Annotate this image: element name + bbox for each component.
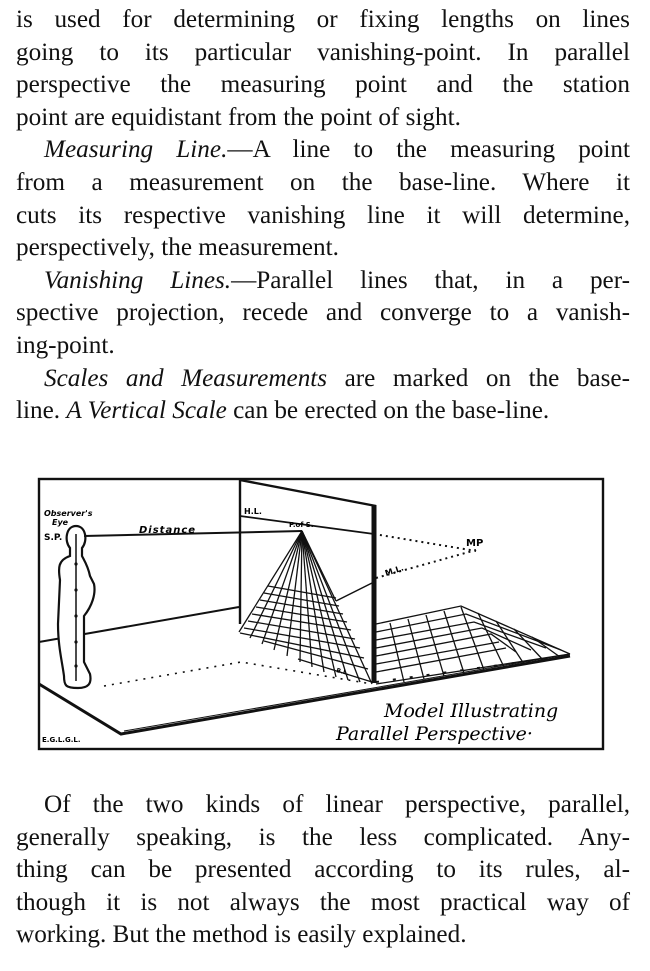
label-horizon-line: H.L.	[244, 507, 262, 516]
text-line: spective projection, recede and converge to a vanish-	[16, 299, 630, 327]
term-scales-measurements: Scales and Measurements	[44, 364, 328, 392]
text-line: working. But the method is easily explained.	[16, 921, 467, 949]
text-line: going to its particular vanishing-point. In parallel	[16, 38, 630, 66]
label-measuring-line: M.L.	[383, 563, 405, 578]
label-station-point: S.P.	[44, 533, 63, 543]
text-line: perspective the measuring point and the station	[16, 71, 630, 99]
text-line: perspectively, the measurement.	[16, 234, 339, 262]
text-line: from a measurement on the base-line. Where it	[16, 168, 630, 196]
text-line: cuts its respective vanishing line it will determine,	[16, 201, 630, 229]
definition-measuring-line: Measuring Line.—A line to the measuring point	[44, 136, 630, 164]
artist-signature: E.G.L.G.L.	[42, 736, 81, 744]
label-measuring-point: MP	[466, 538, 484, 549]
text-line: thing can be presented according to its rules, al-	[16, 856, 630, 884]
text-line: Of the two kinds of linear perspective, parallel,	[44, 791, 630, 818]
text-line: ing-point.	[16, 331, 115, 359]
figure-caption-line2: Parallel Perspective·	[336, 723, 533, 745]
figure-caption-line1: Model Illustrating	[384, 700, 559, 722]
perspective-model-figure	[36, 476, 606, 752]
term-vanishing-lines: Vanishing Lines.	[44, 266, 232, 294]
label-point-of-sight: P.of S.	[289, 521, 314, 529]
term-vertical-scale: A Vertical Scale	[66, 397, 227, 425]
definition-vanishing-lines: Vanishing Lines.—Parallel lines that, in a per-	[44, 266, 630, 294]
text-line: generally speaking, is the less complicated. Any-	[16, 823, 630, 851]
text-line: though it is not always the most practical way of	[16, 888, 630, 916]
top-text-block	[16, 4, 630, 428]
text-line: line. A Vertical Scale can be erected on the base-line.	[16, 397, 550, 425]
text-line: is used for determining or fixing lengths on lines	[16, 6, 630, 33]
label-eye: Eye	[52, 518, 69, 527]
label-observers-eye: Observer's	[44, 509, 93, 518]
definition-scales: Scales and Measurements are marked on the base-	[44, 364, 631, 392]
figure-illustration	[36, 476, 606, 752]
bottom-text-block	[16, 789, 630, 952]
label-base-line: B.L.	[335, 667, 350, 678]
label-distance: Distance	[139, 525, 197, 536]
term-measuring-line: Measuring Line.	[44, 136, 228, 164]
text-line: point are equidistant from the point of sight.	[16, 103, 461, 131]
